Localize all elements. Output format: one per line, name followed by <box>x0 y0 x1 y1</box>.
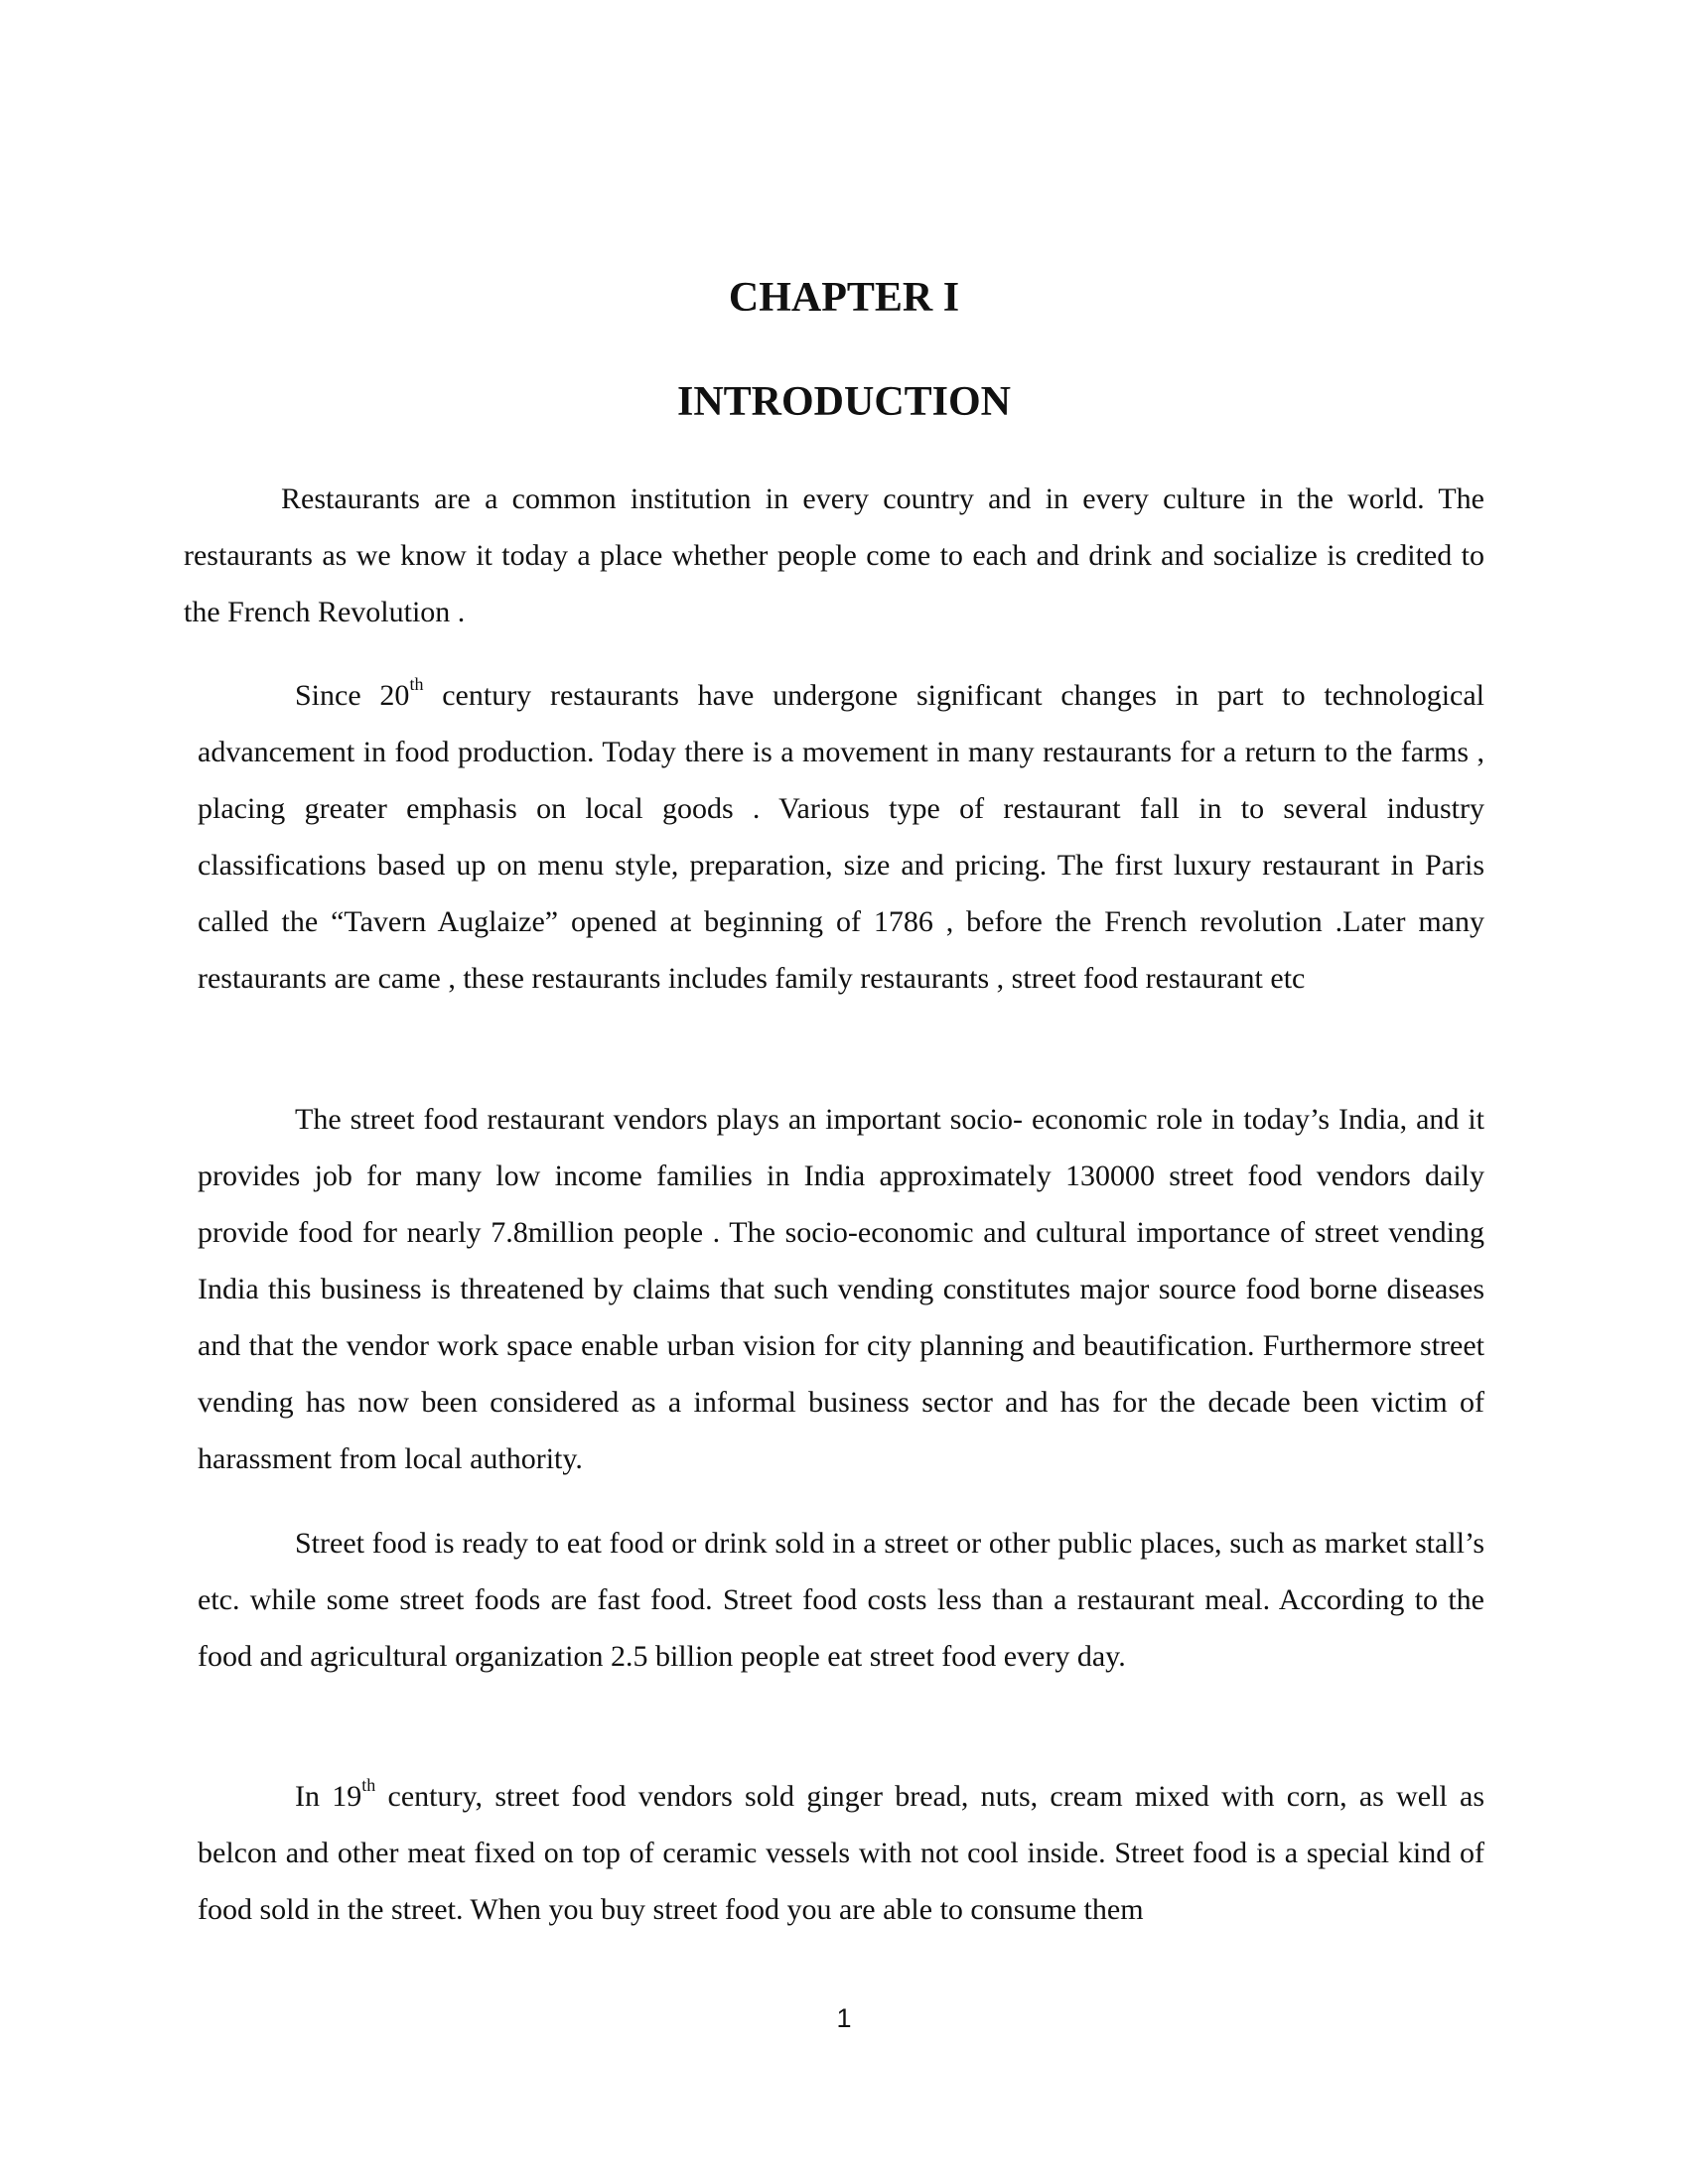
paragraph-twentieth-century <box>198 667 1484 1007</box>
paragraph-text: Restaurants are a common institution in every country and in every culture in the world. The restaurants as we know it today a place whether people come to each and drink and socialize is credited to the French Revolution . <box>184 482 1484 628</box>
paragraph-street-food-vendors <box>198 1091 1484 1487</box>
section-title: INTRODUCTION <box>676 379 1012 425</box>
ordinal-number: In 19 <box>295 1780 362 1813</box>
ordinal-suffix: th <box>409 674 424 694</box>
paragraph-nineteenth-century <box>198 1768 1484 1938</box>
ordinal-suffix: th <box>361 1775 376 1795</box>
paragraph-restaurants-institution <box>184 471 1484 640</box>
paragraph-text: century, street food vendors sold ginger bread, nuts, cream mixed with corn, as well as belcon and other meat fixed on top of ceramic vessels with not cool inside. Street food is a special kind of food sold in the street. When you buy street food you are able to consume them <box>198 1780 1484 1926</box>
ordinal-number: Since 20 <box>295 679 410 712</box>
ordinal-twentieth <box>295 674 424 712</box>
paragraph-street-food-definition <box>198 1515 1484 1685</box>
paragraph-text: century restaurants have undergone significant changes in part to technological advancement in food production. Today there is a movement in many restaurants for a return to the farms , placing greater emphasis on local goods . Various type of restaurant fall in to several industry classifications based up on menu style, preparation, size and pricing. The first luxury restaurant in Paris called the “Tavern Auglaize” opened at beginning of 1786 , before the French revolution .Later many restaurants are came , these restaurants includes family restaurants , street food restaurant etc <box>198 679 1485 995</box>
ordinal-nineteenth <box>295 1775 376 1813</box>
chapter-title: CHAPTER I <box>728 275 960 321</box>
paragraph-text: Street food is ready to eat food or drink sold in a street or other public places, such as market stall’s etc. while some street foods are fast food. Street food costs less than a restaurant meal. According to the food and agricultural organization 2.5 billion people eat street food every day. <box>198 1527 1484 1673</box>
page-number: 1 <box>836 2003 852 2033</box>
paragraph-text: The street food restaurant vendors plays an important socio- economic role in today’s India, and it provides job for many low income families in India approximately 130000 street food vendors daily provide food for nearly 7.8million people . The socio-economic and cultural importance of street vending India this business is threatened by claims that such vending constitutes major source food borne diseases and that the vendor work space enable urban vision for city planning and beautification. Furthermore street vending has now been considered as a informal business sector and has for the decade been victim of harassment from local authority. <box>198 1103 1484 1475</box>
